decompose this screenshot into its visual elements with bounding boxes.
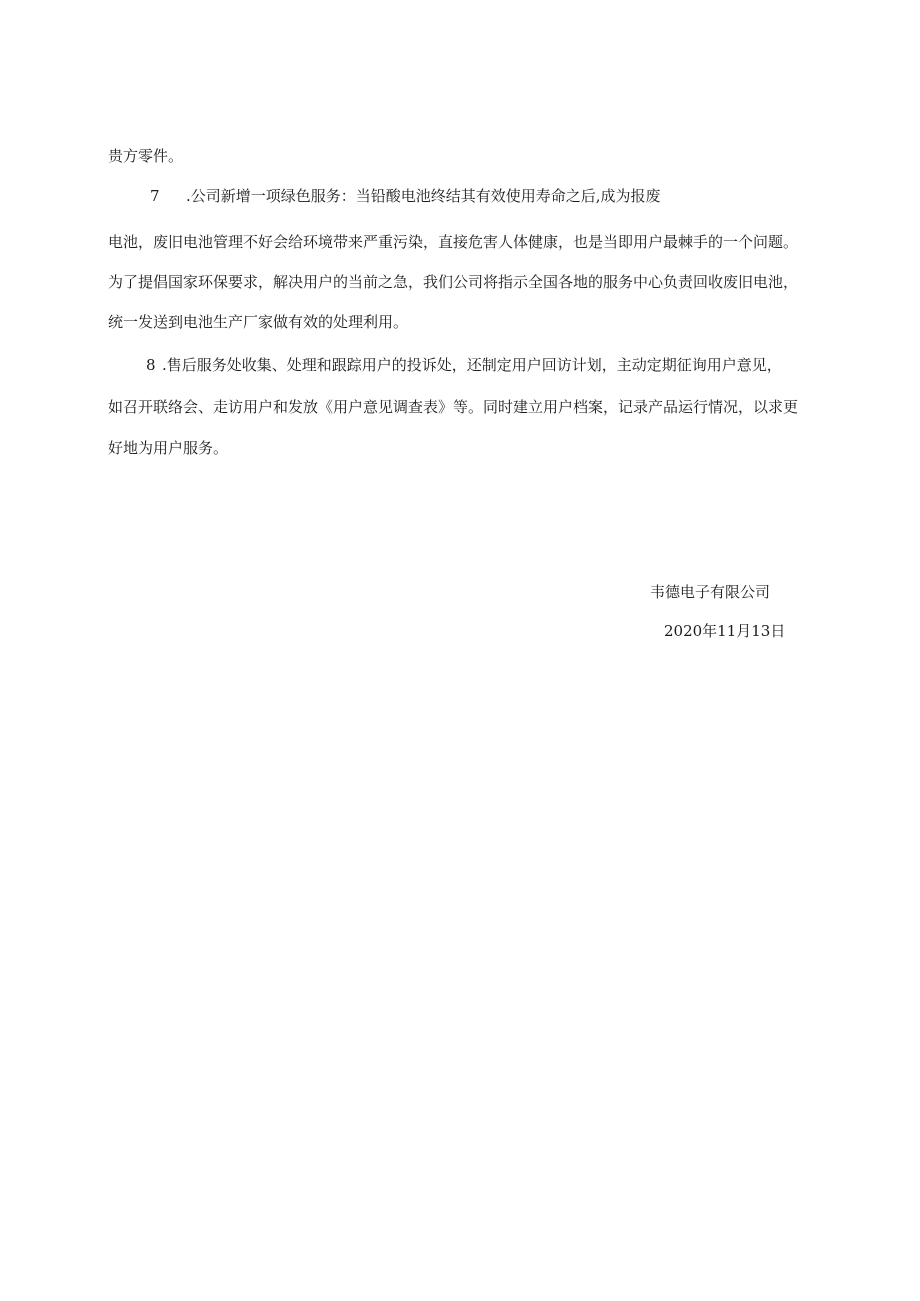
list-text: .公司新增一项绿色服务：当铅酸电池终结其有效使用寿命之后,成为报废 (186, 187, 661, 205)
list-item-7 (150, 186, 661, 206)
paragraph-line: 如召开联络会、走访用户和发放《用户意见调查表》等。同时建立用户档案，记录产品运行情况，以求更 (108, 398, 799, 416)
signature-date: 2020年11月13日 (664, 622, 786, 640)
list-text: .售后服务处收集、处理和跟踪用户的投诉处，还制定用户回访计划，主动定期征询用户意见， (162, 356, 782, 374)
signature-company: 韦德电子有限公司 (650, 583, 771, 601)
paragraph-line: 贵方零件。 (108, 147, 184, 165)
list-number: 8 (146, 356, 156, 374)
list-number: 7 (150, 187, 160, 205)
paragraph-line: 统一发送到电池生产厂家做有效的处理利用。 (108, 313, 409, 331)
paragraph-line: 电池，废旧电池管理不好会给环境带来严重污染，直接危害人体健康，也是当即用户最棘手的一个问题。 (108, 233, 799, 251)
list-item-8 (146, 355, 782, 375)
paragraph-line: 好地为用户服务。 (108, 439, 229, 457)
paragraph-line: 为了提倡国家环保要求，解决用户的当前之急，我们公司将指示全国各地的服务中心负责回收废旧电池， (108, 273, 799, 291)
